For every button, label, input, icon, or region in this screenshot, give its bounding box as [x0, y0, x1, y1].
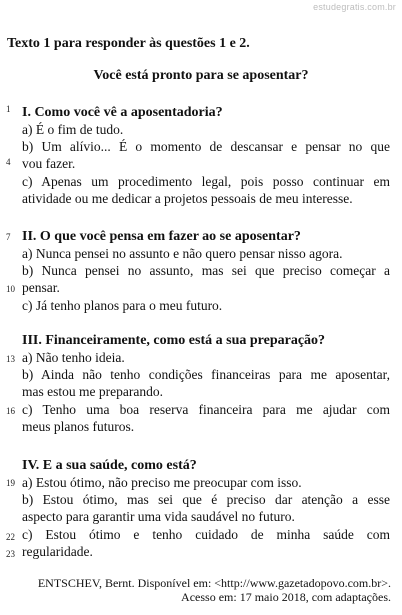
option-line: c) Tenho uma boa reserva financeira para me ajudar com — [22, 401, 390, 417]
option-line: pensar. — [22, 280, 60, 296]
line-number: 22 — [6, 532, 15, 542]
option-line: a) Nunca pensei no assunto e não quero pensar nisso agora. — [22, 246, 343, 261]
option-line: b) Estou ótimo, mas sei que é preciso dar atenção a esse — [22, 492, 390, 508]
option-line: b) Ainda não tenho condições financeiras para me aposentar, — [22, 367, 390, 383]
option-line: a) É o fim de tudo. — [22, 122, 124, 137]
source-line: ENTSCHEV, Bernt. Disponível em: <http://www.gazetadopovo.com.br>. — [37, 576, 391, 590]
option-line: c) Já tenho planos para o meu futuro. — [22, 297, 223, 313]
question-heading: IV. E a sua saúde, como está? — [22, 458, 197, 473]
line-number: 10 — [6, 284, 15, 294]
access-date-line: Acesso em: 17 maio 2018, com adaptações. — [181, 590, 391, 604]
option-line: meus planos futuros. — [22, 418, 135, 434]
option-line: regularidade. — [22, 543, 93, 559]
option-line: a) Não tenho ideia. — [22, 350, 125, 365]
line-number: 16 — [6, 406, 15, 416]
source-citation — [38, 576, 391, 604]
question-block-4 — [22, 457, 390, 560]
option-line: c) Estou ótimo e tenho cuidado de minha saúde com — [22, 526, 390, 542]
question-heading: III. Financeiramente, como está a sua preparação? — [22, 333, 326, 348]
option-line: atividade ou me dedicar a projetos pessoais de meu interesse. — [22, 190, 353, 206]
option-line: a) Estou ótimo, não preciso me preocupar com isso. — [22, 475, 302, 490]
question-block-2 — [22, 228, 390, 314]
question-heading: I. Como você vê a aposentadoria? — [22, 105, 223, 120]
line-number: 4 — [6, 157, 11, 167]
option-line: aspecto para garantir uma vida saudável no futuro. — [22, 509, 295, 525]
question-heading: II. O que você pensa em fazer ao se aposentar? — [22, 229, 301, 244]
line-number: 23 — [6, 549, 15, 559]
line-number: 1 — [6, 104, 11, 114]
question-block-1 — [22, 104, 390, 207]
option-line: b) Nunca pensei no assunto, mas sei que preciso começar a — [22, 263, 390, 279]
option-line: mas estou me preparando. — [22, 384, 163, 400]
line-number: 19 — [6, 478, 15, 488]
option-line: c) Apenas um procedimento legal, pois posso continuar em — [22, 173, 390, 189]
text-title: Você está pronto para se aposentar? — [93, 68, 309, 83]
watermark: estudegratis.com.br — [313, 2, 396, 12]
line-number: 13 — [6, 354, 15, 364]
question-block-3 — [22, 332, 390, 435]
option-line: vou fazer. — [22, 156, 76, 172]
intro-heading: Texto 1 para responder às questões 1 e 2. — [7, 36, 250, 51]
option-line: b) Um alívio... É o momento de descansar e pensar no que — [22, 139, 390, 155]
line-number: 7 — [6, 232, 11, 242]
